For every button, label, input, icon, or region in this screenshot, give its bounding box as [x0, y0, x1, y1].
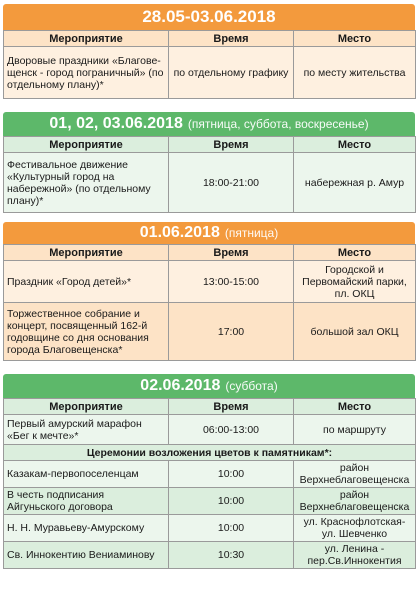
table-row [4, 303, 416, 361]
header-place: Место [294, 31, 416, 47]
event-place: набережная р. Амур [294, 153, 416, 213]
event-name: Дворовые праздники «Благове-щенск - город пограничный» (по отдельному плану)* [4, 47, 169, 99]
event-name: Торжественное собрание и концерт, посвященный 162-й годовщине со дня основания города Благовещенска* [4, 303, 169, 361]
header-event: Мероприятие [4, 31, 169, 47]
section-weekday: (суббота) [225, 379, 278, 393]
event-name: Фестивальное движение «Культурный город на набережной» (по отдельному плану)* [4, 153, 169, 213]
events-table [3, 398, 416, 569]
table-row [4, 153, 416, 213]
event-time: 10:00 [169, 515, 294, 542]
header-event: Мероприятие [4, 137, 169, 153]
event-place: по маршруту [294, 415, 416, 445]
event-name: Праздник «Город детей»* [4, 261, 169, 303]
header-place: Место [294, 245, 416, 261]
ceremony-subheading-row [4, 445, 416, 461]
header-place: Место [294, 399, 416, 415]
table-row [4, 515, 416, 542]
event-place: район Верхнеблаговещенска [294, 488, 416, 515]
header-event: Мероприятие [4, 399, 169, 415]
header-event: Мероприятие [4, 245, 169, 261]
section-0206 [3, 374, 415, 569]
header-time: Время [169, 399, 294, 415]
section-weekday: (пятница) [224, 226, 279, 240]
header-time: Время [169, 137, 294, 153]
section-date: 28.05-03.06.2018 [142, 7, 276, 26]
event-time: 06:00-13:00 [169, 415, 294, 445]
events-table [3, 136, 416, 213]
table-row [4, 261, 416, 303]
event-name: В честь подписания Айгуньского договора [4, 488, 169, 515]
event-time: 10:00 [169, 488, 294, 515]
table-row [4, 542, 416, 569]
table-row [4, 47, 416, 99]
event-time: 10:30 [169, 542, 294, 569]
event-place: по месту жительства [294, 47, 416, 99]
event-time: 13:00-15:00 [169, 261, 294, 303]
event-place: район Верхнеблаговещенска [294, 461, 416, 488]
event-name: Н. Н. Муравьеву-Амурскому [4, 515, 169, 542]
event-name: Первый амурский марафон «Бег к мечте»* [4, 415, 169, 445]
header-time: Время [169, 31, 294, 47]
events-table [3, 30, 416, 99]
section-banner [3, 374, 415, 398]
header-place: Место [294, 137, 416, 153]
section-banner [3, 112, 415, 136]
event-name: Св. Иннокентию Вениаминову [4, 542, 169, 569]
events-table [3, 244, 416, 361]
event-time: 17:00 [169, 303, 294, 361]
table-row [4, 488, 416, 515]
section-banner [3, 222, 415, 244]
event-time: 10:00 [169, 461, 294, 488]
section-2805-0306 [3, 4, 415, 99]
ceremony-subheading: Церемонии возложения цветов к памятникам*: [4, 445, 416, 461]
section-banner [3, 4, 415, 30]
section-0106 [3, 222, 415, 361]
event-name: Казакам-первопоселенцам [4, 461, 169, 488]
event-place: большой зал ОКЦ [294, 303, 416, 361]
event-place: ул. Краснофлотская-ул. Шевченко [294, 515, 416, 542]
table-row [4, 415, 416, 445]
header-time: Время [169, 245, 294, 261]
section-date: 02.06.2018 [140, 377, 221, 394]
section-weekday: (пятница, суббота, воскресенье) [187, 117, 369, 131]
section-date: 01, 02, 03.06.2018 [49, 115, 183, 132]
table-row [4, 461, 416, 488]
section-date: 01.06.2018 [139, 224, 220, 241]
event-place: ул. Ленина - пер.Св.Иннокентия [294, 542, 416, 569]
event-time: по отдельному графику [169, 47, 294, 99]
event-time: 18:00-21:00 [169, 153, 294, 213]
event-place: Городской и Первомайский парки, пл. ОКЦ [294, 261, 416, 303]
section-01-03-06 [3, 112, 415, 213]
